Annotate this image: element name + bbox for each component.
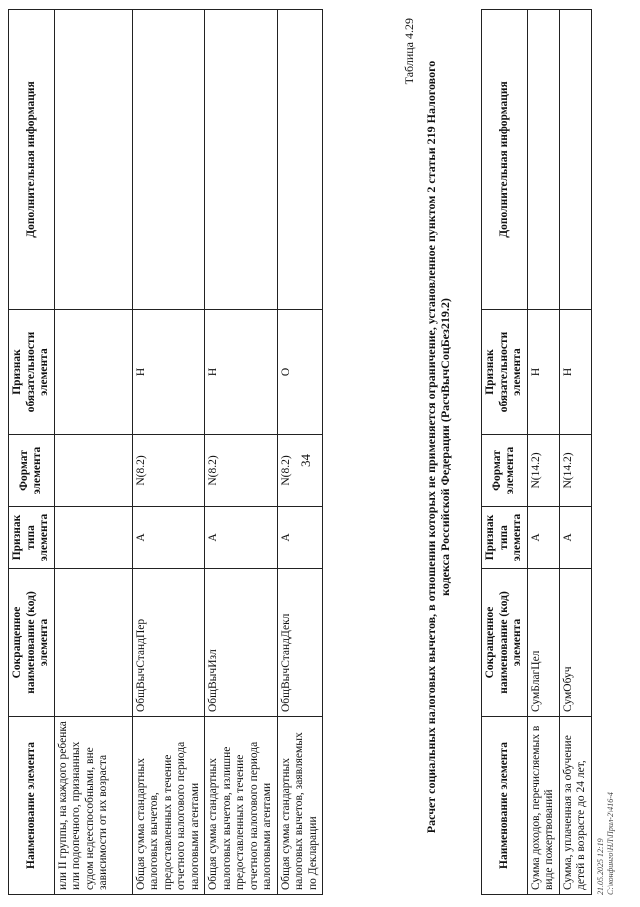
table-row xyxy=(132,10,205,895)
cell-code: ОбщВычСтандПер xyxy=(132,569,205,717)
header-code: Сокращенное наименование (код) элемента xyxy=(482,569,528,717)
header-type: Признак типа элемента xyxy=(482,507,528,569)
cell-type: А xyxy=(277,507,323,569)
cell-name: Общая сумма стандартных налоговых вычетов, предоставленных в течение отчетного налогового периода налоговыми агентами xyxy=(132,717,205,895)
cell-info xyxy=(527,10,559,310)
cell-name: Общая сумма стандартных налоговых вычетов, заявляемых по Декларации xyxy=(277,717,323,895)
table-header-row xyxy=(482,10,528,895)
cell-info xyxy=(205,10,278,310)
header-required: Признак обязательности элемента xyxy=(482,310,528,435)
header-info: Дополнительная информация xyxy=(9,10,55,310)
cell-type: А xyxy=(205,507,278,569)
cell-name: Общая сумма стандартных налоговых вычетов, излишне предоставленных в течение отчетного налогового периода налоговыми агентами xyxy=(205,717,278,895)
cell-type xyxy=(54,507,132,569)
cell-format: N(14.2) xyxy=(559,435,591,507)
table-header-row xyxy=(9,10,55,895)
table-row xyxy=(205,10,278,895)
cell-type: А xyxy=(559,507,591,569)
table-label: Таблица 4.29 xyxy=(402,18,416,85)
cell-info xyxy=(54,10,132,310)
cell-code: СумБлагЦел xyxy=(527,569,559,717)
elements-table-4-29 xyxy=(481,9,592,895)
cell-name: Сумма доходов, перечисляемых в виде пожертвований xyxy=(527,717,559,895)
footer-stamp: 21.05.2025 12:19 xyxy=(596,838,605,895)
cell-name: Сумма, уплаченная за обучение детей в возрасте до 24 лет, xyxy=(559,717,591,895)
cell-code: ОбщВычСтандДекл xyxy=(277,569,323,717)
cell-required: Н xyxy=(205,310,278,435)
cell-code: ОбщВычИзл xyxy=(205,569,278,717)
cell-code xyxy=(54,569,132,717)
elements-table-continued xyxy=(8,9,323,895)
cell-format: N(8.2) xyxy=(277,435,323,507)
header-info: Дополнительная информация xyxy=(482,10,528,310)
header-code: Сокращенное наименование (код) элемента xyxy=(9,569,55,717)
cell-name: или II группы, на каждого ребенка или подопечного, признанных судом недееспособными, вне зависимости от их возраста xyxy=(54,717,132,895)
section-title: Расчет социальных налоговых вычетов, в отношении которых не применяется ограничение, установленное пунктом 2 статьи 219 Налогового кодекса Российской Федерации (РасчВычСоцБез219.2) xyxy=(424,60,452,834)
table-row xyxy=(527,10,559,895)
cell-required: О xyxy=(277,310,323,435)
cell-type: А xyxy=(527,507,559,569)
header-name: Наименование элемента xyxy=(9,717,55,895)
table-row xyxy=(559,10,591,895)
cell-info xyxy=(132,10,205,310)
cell-type: А xyxy=(132,507,205,569)
cell-required: Н xyxy=(132,310,205,435)
cell-format: N(8.2) xyxy=(205,435,278,507)
table-row xyxy=(277,10,323,895)
cell-required: Н xyxy=(527,310,559,435)
page-number: 34 xyxy=(298,454,313,467)
cell-required xyxy=(54,310,132,435)
header-format: Формат элемента xyxy=(9,435,55,507)
header-required: Признак обязательности элемента xyxy=(9,310,55,435)
header-format: Формат элемента xyxy=(482,435,528,507)
cell-code: СумОбуч xyxy=(559,569,591,717)
footer-path: C:\конфинго\НЛ\Прил-2\416-4 xyxy=(606,792,615,895)
cell-format: N(8.2) xyxy=(132,435,205,507)
print-footer xyxy=(596,792,616,895)
cell-format xyxy=(54,435,132,507)
header-type: Признак типа элемента xyxy=(9,507,55,569)
cell-format: N(14.2) xyxy=(527,435,559,507)
cell-info xyxy=(559,10,591,310)
table-row xyxy=(54,10,132,895)
header-name: Наименование элемента xyxy=(482,717,528,895)
cell-info xyxy=(277,10,323,310)
cell-required: Н xyxy=(559,310,591,435)
